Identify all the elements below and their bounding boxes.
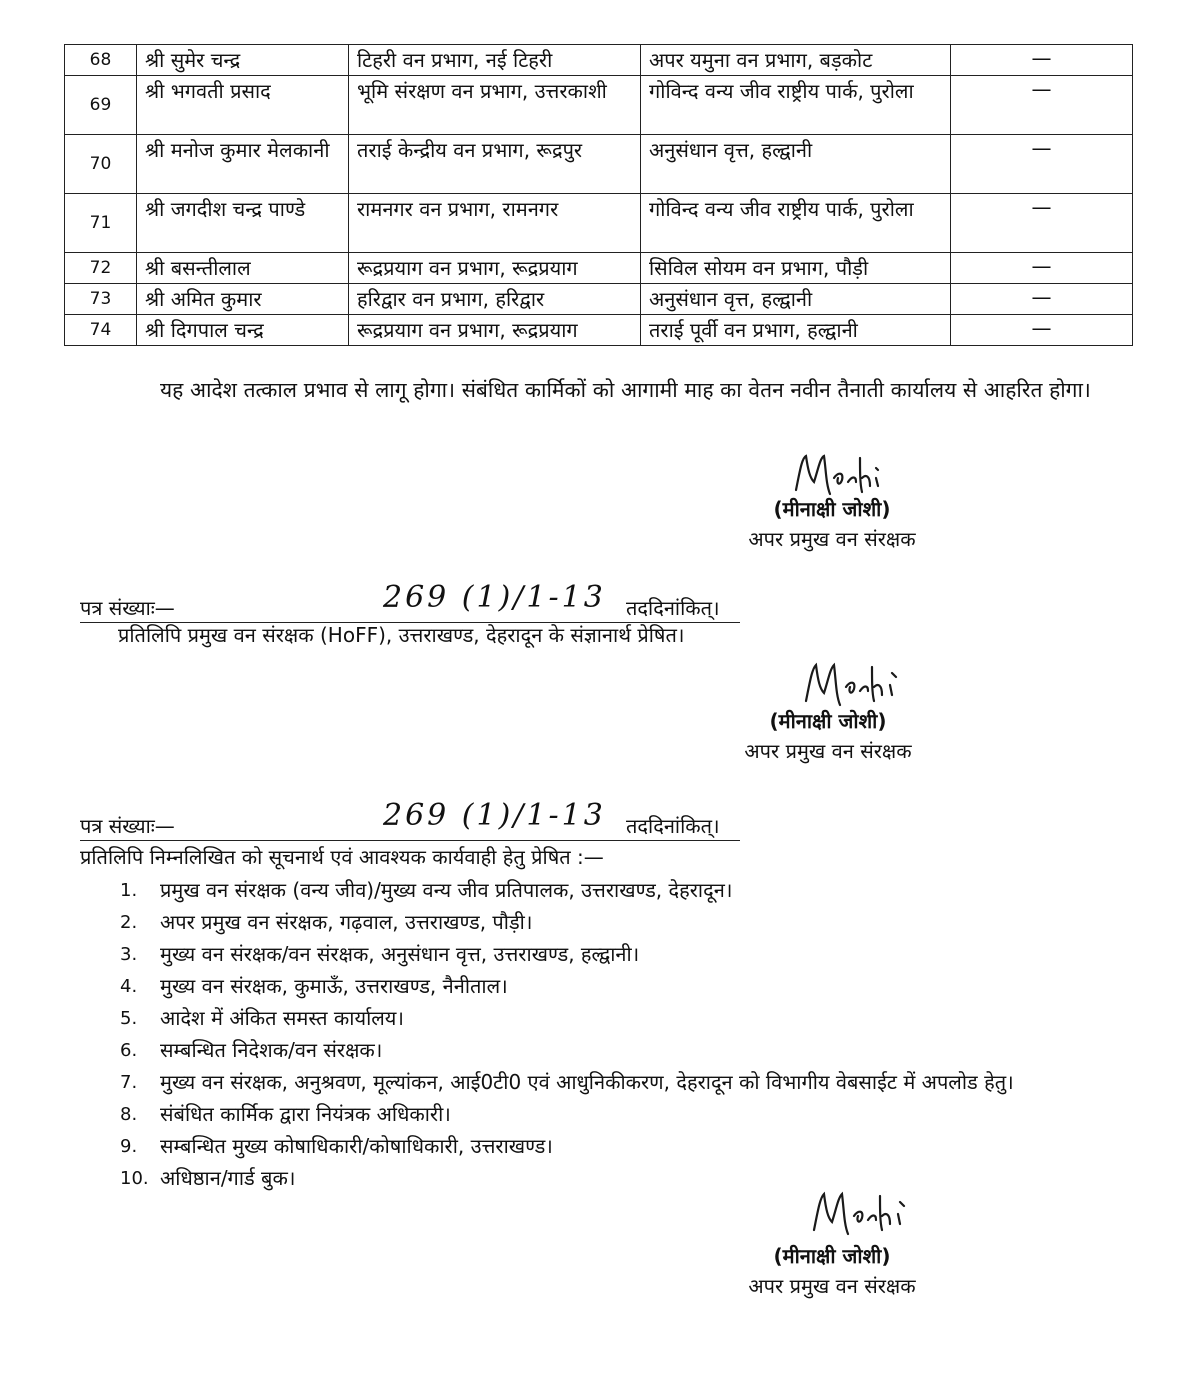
signature-block: [712, 494, 952, 554]
new-posting: गोविन्द वन्य जीव राष्ट्रीय पार्क, पुरोला: [641, 76, 951, 135]
table-row: [65, 45, 1133, 76]
employee-name: श्री बसन्तीलाल: [137, 253, 349, 284]
current-posting: रूद्रप्रयाग वन प्रभाग, रूद्रप्रयाग: [349, 315, 641, 346]
new-posting: अनुसंधान वृत्त, हल्द्वानी: [641, 284, 951, 315]
current-posting: रामनगर वन प्रभाग, रामनगर: [349, 194, 641, 253]
list-item: 2. अपर प्रमुख वन संरक्षक, गढ़वाल, उत्तराखण्ड, पौड़ी।: [120, 910, 533, 934]
list-item: 10. अधिष्ठान/गार्ड बुक।: [120, 1166, 296, 1190]
list-item: 6. सम्बन्धित निदेशक/वन संरक्षक।: [120, 1038, 383, 1062]
current-posting: रूद्रप्रयाग वन प्रभाग, रूद्रप्रयाग: [349, 253, 641, 284]
signature-scribble: [808, 1184, 918, 1240]
list-item: 8. संबंधित कार्मिक द्वारा नियंत्रक अधिकारी।: [120, 1102, 451, 1126]
copy-to-intro: प्रतिलिपि निम्नलिखित को सूचनार्थ एवं आवश्यक कार्यवाही हेतु प्रेषित :—: [80, 845, 604, 869]
new-posting: अनुसंधान वृत्त, हल्द्वानी: [641, 135, 951, 194]
list-item: 3. मुख्य वन संरक्षक/वन संरक्षक, अनुसंधान वृत्त, उत्तराखण्ड, हल्द्वानी।: [120, 942, 640, 966]
remark: —: [951, 76, 1133, 135]
signature-block: [708, 706, 948, 766]
new-posting: सिविल सोयम वन प्रभाग, पौड़ी: [641, 253, 951, 284]
remark: —: [951, 194, 1133, 253]
remark: —: [951, 135, 1133, 194]
serial-number: 73: [65, 284, 137, 315]
employee-name: श्री सुमेर चन्द्र: [137, 45, 349, 76]
distribution-list: [120, 876, 1130, 1196]
signatory-designation: अपर प्रमुख वन संरक्षक: [748, 1274, 916, 1298]
new-posting: गोविन्द वन्य जीव राष्ट्रीय पार्क, पुरोला: [641, 194, 951, 253]
list-item: 9. सम्बन्धित मुख्य कोषाधिकारी/कोषाधिकारी, उत्तराखण्ड।: [120, 1134, 553, 1158]
signatory-designation: अपर प्रमुख वन संरक्षक: [744, 739, 912, 763]
serial-number: 69: [65, 76, 137, 135]
letter-number: 269 (1)/1-13: [383, 798, 606, 833]
remark: —: [951, 45, 1133, 76]
new-posting: तराई पूर्वी वन प्रभाग, हल्द्वानी: [641, 315, 951, 346]
serial-number: 72: [65, 253, 137, 284]
dated-text: तददिनांकित्।: [626, 814, 720, 838]
remark: —: [951, 315, 1133, 346]
signatory-name: (मीनाक्षी जोशी): [773, 1244, 891, 1268]
letter-number-label: पत्र संख्याः—: [80, 814, 175, 838]
signatory-name: (मीनाक्षी जोशी): [773, 497, 891, 521]
list-item: 4. मुख्य वन संरक्षक, कुमाऊँ, उत्तराखण्ड, नैनीताल।: [120, 974, 508, 998]
signatory-name: (मीनाक्षी जोशी): [769, 709, 887, 733]
signature-scribble: [800, 655, 910, 711]
letter-number-label: पत्र संख्याः—: [80, 596, 175, 620]
remark: —: [951, 253, 1133, 284]
table-row: [65, 135, 1133, 194]
new-posting: अपर यमुना वन प्रभाग, बड़कोट: [641, 45, 951, 76]
table-row: [65, 284, 1133, 315]
list-item: 7. मुख्य वन संरक्षक, अनुश्रवण, मूल्यांकन, आई0टी0 एवं आधुनिकीकरण, देहरादून को विभागीय वेबसाईट में अपलोड हेतु।: [120, 1070, 1014, 1094]
current-posting: तराई केन्द्रीय वन प्रभाग, रूद्रपुर: [349, 135, 641, 194]
current-posting: टिहरी वन प्रभाग, नई टिहरी: [349, 45, 641, 76]
employee-name: श्री दिगपाल चन्द्र: [137, 315, 349, 346]
table-row: [65, 76, 1133, 135]
employee-name: श्री अमित कुमार: [137, 284, 349, 315]
list-item: 1. प्रमुख वन संरक्षक (वन्य जीव)/मुख्य वन्य जीव प्रतिपालक, उत्तराखण्ड, देहरादून।: [120, 878, 733, 902]
underline: [80, 840, 740, 841]
serial-number: 74: [65, 315, 137, 346]
remark: —: [951, 284, 1133, 315]
employee-name: श्री जगदीश चन्द्र पाण्डे: [137, 194, 349, 253]
current-posting: हरिद्वार वन प्रभाग, हरिद्वार: [349, 284, 641, 315]
letter-number: 269 (1)/1-13: [383, 580, 606, 615]
table-row: [65, 315, 1133, 346]
serial-number: 70: [65, 135, 137, 194]
table-row: [65, 194, 1133, 253]
order-paragraph: यह आदेश तत्काल प्रभाव से लागू होगा। संबंधित कार्मिकों को आगामी माह का वेतन नवीन तैनाती कार्यालय से आहरित होगा।: [160, 378, 1091, 402]
employee-name: श्री मनोज कुमार मेलकानी: [137, 135, 349, 194]
dated-text: तददिनांकित्।: [626, 596, 720, 620]
serial-number: 71: [65, 194, 137, 253]
serial-number: 68: [65, 45, 137, 76]
table-row: [65, 253, 1133, 284]
employee-name: श्री भगवती प्रसाद: [137, 76, 349, 135]
copy-to-hoff: प्रतिलिपि प्रमुख वन संरक्षक (HoFF), उत्तराखण्ड, देहरादून के संज्ञानार्थ प्रेषित।: [118, 623, 685, 647]
signature-scribble: [790, 448, 900, 500]
signatory-designation: अपर प्रमुख वन संरक्षक: [748, 527, 916, 551]
transfer-table: [64, 44, 1133, 346]
current-posting: भूमि संरक्षण वन प्रभाग, उत्तरकाशी: [349, 76, 641, 135]
signature-block: [712, 1241, 952, 1301]
list-item: 5. आदेश में अंकित समस्त कार्यालय।: [120, 1006, 404, 1030]
